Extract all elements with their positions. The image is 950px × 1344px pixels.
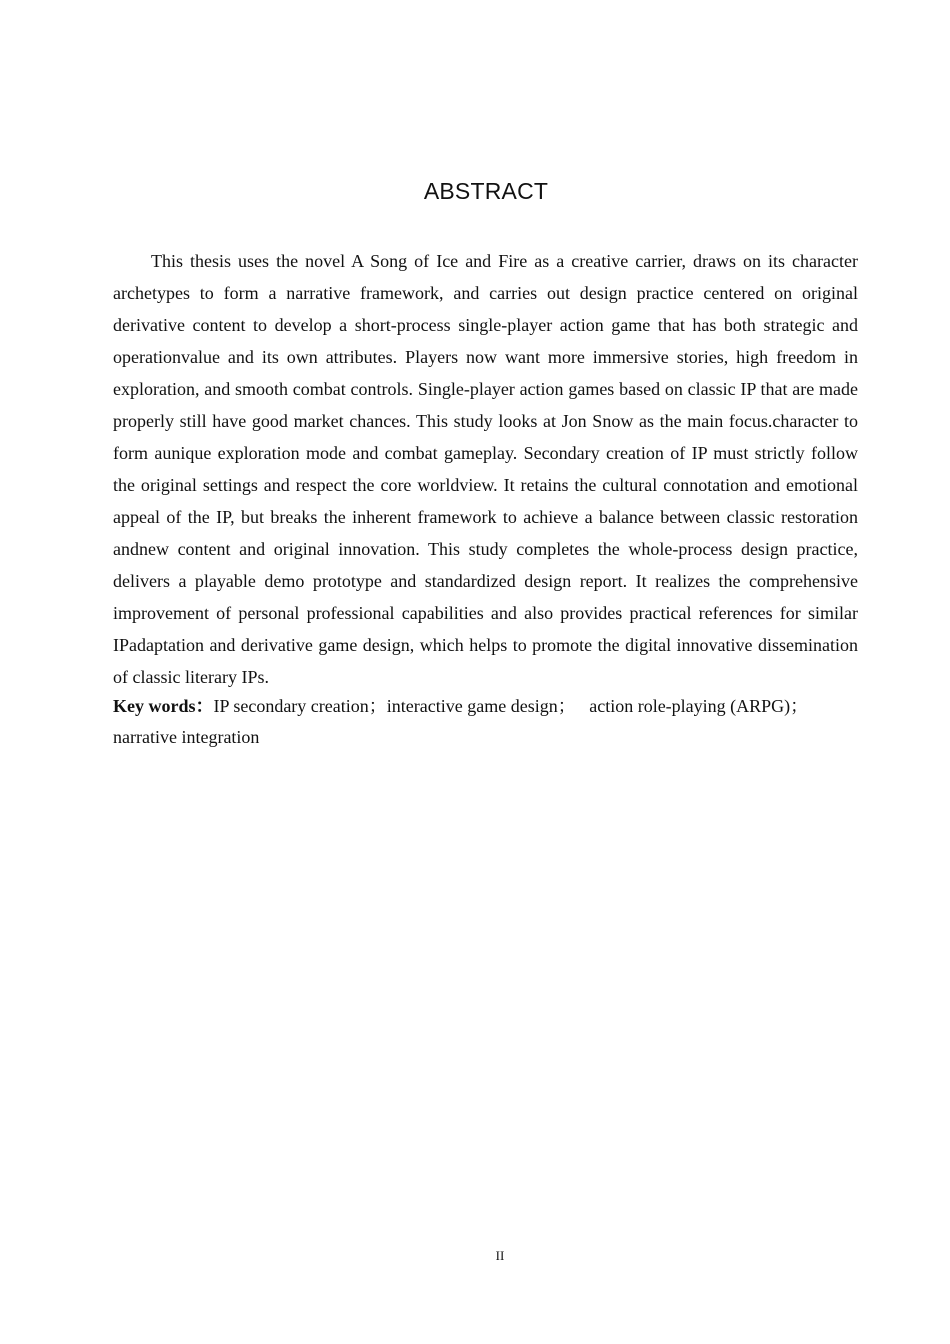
abstract-body: This thesis uses the novel A Song of Ice and Fire as a creative carrier, draws on its character archetypes to form a narrative framework, and carries out design practice centered on original derivative content to develop a short-process single-player action game that has both strategic and operationvalue and its own attributes. Players now want more immersive stories, high freedom in exploration, and smooth combat controls. Single-player action games based on classic IP that are made properly still have good market chances. This study looks at Jon Snow as the main focus.character to form aunique exploration mode and combat gameplay. Secondary creation of IP must strictly follow the original settings and respect the core worldview. It retains the cultural connotation and emotional appeal of the IP, but breaks the inherent framework to achieve a balance between classic restoration andnew content and original innovation. This study completes the whole-process design practice, delivers a playable demo prototype and standardized design report. It realizes the comprehensive improvement of personal professional capabilities and also provides practical references for similar IPadaptation and derivative game design, which helps to promote the digital innovative dissemination of classic literary IPs. [113, 251, 858, 687]
keyword-2: interactive game design； [386, 696, 576, 716]
keywords-line [113, 691, 858, 753]
abstract-title: ABSTRACT [423, 178, 549, 204]
keyword-1: IP secondary creation； [213, 696, 387, 716]
keyword-3: action role-playing (ARPG)； [589, 696, 809, 716]
page-number: II [495, 1248, 505, 1263]
keywords-label: Key words： [113, 696, 214, 716]
keyword-4: narrative integration [113, 727, 260, 747]
